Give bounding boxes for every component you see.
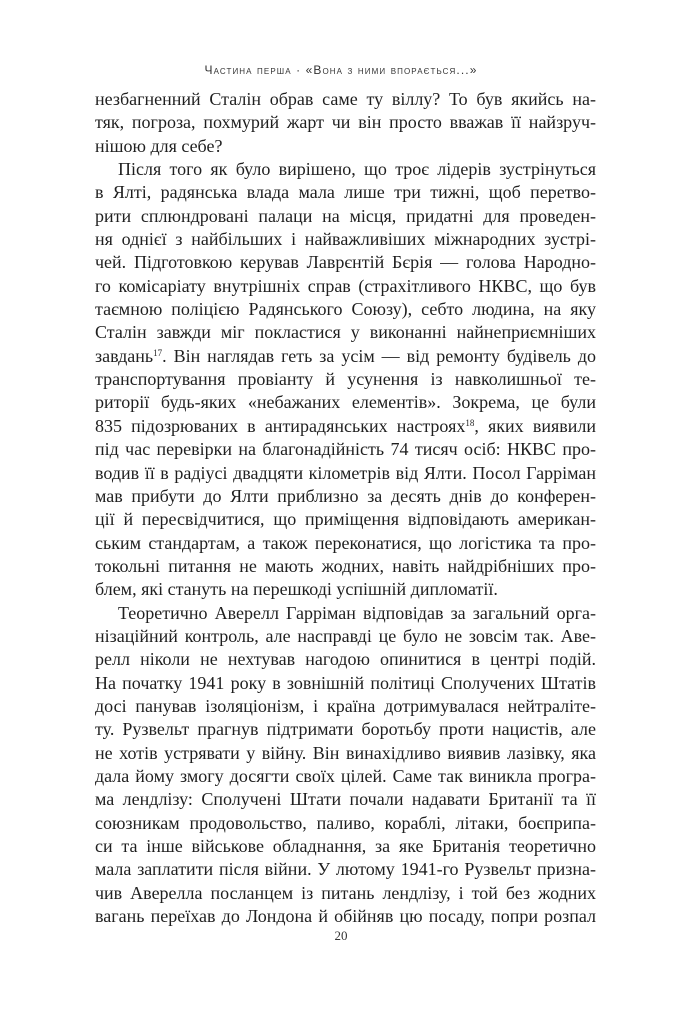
text-segment: блем, які стануть на перешкоді успішній дипломатії.	[95, 579, 498, 600]
page-number: 20	[334, 928, 348, 943]
text-line	[95, 508, 596, 531]
text-line	[95, 578, 596, 601]
text-segment: Теоретично Аверелл Гарріман відповідав за загальний орга-	[118, 602, 596, 623]
text-segment: завдань	[95, 345, 154, 366]
text-segment: ма лендлізу: Сполучені Штати почали надавати Британії та її	[95, 789, 596, 810]
footnote-ref: 18	[465, 417, 475, 428]
text-line	[95, 672, 596, 695]
text-line	[95, 462, 596, 485]
text-line	[95, 625, 596, 648]
text-segment: союзникам продовольство, паливо, кораблі, літаки, боєприпа-	[95, 812, 596, 833]
text-line	[95, 882, 596, 905]
text-segment: тяк, погроза, похмурий жарт чи він просто вважав її найзруч-	[95, 112, 596, 133]
text-line	[95, 648, 596, 671]
text-line	[95, 321, 596, 344]
text-segment: нізаційний контроль, але насправді це було не зовсім так. Аве-	[95, 625, 596, 646]
text-segment: го комісаріату внутрішніх справ (страхітливого НКВС, що був	[95, 275, 596, 296]
text-line	[95, 438, 596, 461]
text-segment: незбагненний Сталін обрав саме ту віллу? То був якийсь на-	[95, 89, 596, 109]
text-segment: ським стандартам, а також переконатися, що логістика та про-	[95, 532, 596, 553]
text-line	[95, 765, 596, 788]
text-segment: ції й пересвідчитися, що приміщення відповідають американ-	[95, 509, 596, 530]
text-segment: не хотів устрявати у війну. Він винахідливо виявив лазівку, яка	[95, 742, 596, 763]
text-segment: ня однієї з найбільших і найважливіших міжнародних зустрі-	[95, 229, 596, 250]
text-segment: мав прибути до Ялти приблизно за десять днів до конферен-	[95, 485, 596, 506]
text-line	[95, 415, 596, 438]
text-line	[95, 555, 596, 578]
text-segment: таємною поліцією Радянського Союзу), себто людина, на яку	[95, 299, 596, 320]
text-line	[95, 88, 596, 111]
text-segment: транспортування провіанту й усунення із навколишньої те-	[95, 369, 596, 390]
text-line	[95, 742, 596, 765]
text-segment: 835 підозрюваних в антирадянських настроях	[95, 415, 466, 436]
text-segment: в Ялті, радянська влада мала лише три тижні, щоб перетво-	[95, 182, 596, 203]
text-line	[95, 485, 596, 508]
text-segment: під час перевірки на благонадійність 74 тисяч осіб: НКВС про-	[95, 439, 596, 460]
paragraph	[95, 88, 596, 158]
body-text	[95, 88, 596, 928]
text-line	[95, 111, 596, 134]
text-segment: , яких виявили	[474, 415, 596, 436]
text-line	[95, 228, 596, 251]
paragraph	[95, 602, 596, 929]
text-segment: водив її в радіусі двадцяти кілометрів від Ялти. Посол Гарріман	[95, 462, 596, 483]
text-segment: нішою для себе?	[95, 135, 223, 156]
text-segment: . Він наглядав геть за усім — від ремонту будівель до	[162, 345, 596, 366]
text-line	[95, 788, 596, 811]
text-segment: Сталін завжди міг покластися у виконанні найнеприємніших	[95, 322, 596, 343]
text-line	[95, 602, 596, 625]
text-line	[95, 181, 596, 204]
text-line	[95, 135, 596, 158]
text-line	[95, 205, 596, 228]
text-segment: ту. Рузвельт прагнув підтримати боротьбу проти нацистів, але	[95, 719, 596, 740]
text-segment: дала йому змогу досягти своїх цілей. Саме так виникла програ-	[95, 765, 596, 786]
text-line	[95, 298, 596, 321]
text-segment: чив Аверелла посланцем із питань лендлізу, і той без жодних	[95, 882, 596, 903]
text-segment: токольні питання не мають жодних, навіть найдрібніших про-	[95, 555, 596, 576]
text-line	[95, 251, 596, 274]
text-line	[95, 391, 596, 414]
paragraph	[95, 158, 596, 602]
text-line	[95, 532, 596, 555]
text-line	[95, 695, 596, 718]
text-line	[95, 718, 596, 741]
text-line	[95, 812, 596, 835]
text-segment: досі панував ізоляціонізм, і країна дотримувалася нейтраліте-	[95, 695, 596, 716]
text-segment: На початку 1941 року в зовнішній політиці Сполучених Штатів	[95, 672, 596, 693]
text-segment: си та інше військове обладнання, за яке Британія теоретично	[95, 836, 596, 856]
text-line	[95, 345, 596, 368]
text-line	[95, 158, 596, 181]
running-header: Частина перша · «Вона з ними впорається...»	[204, 63, 478, 77]
text-segment: Після того як було вирішено, що троє лідерів зустрінуться	[118, 159, 596, 180]
text-segment: вагань переїхав до Лондона й обійняв цю посаду, попри розпал	[95, 906, 596, 927]
text-segment: рити сплюндровані палаци на місця, придатні для проведен-	[95, 205, 596, 226]
footnote-ref: 17	[153, 347, 163, 358]
text-segment: мала заплатити після війни. У лютому 1941-го Рузвельт призна-	[95, 859, 596, 880]
text-segment: релл ніколи не нехтував нагодою опинитися в центрі подій.	[95, 649, 596, 670]
text-line	[95, 835, 596, 858]
text-line	[95, 368, 596, 391]
text-line	[95, 858, 596, 881]
text-segment: риторії будь-яких «небажаних елементів». Зокрема, це були	[95, 392, 596, 413]
text-line	[95, 905, 596, 928]
text-line	[95, 275, 596, 298]
text-segment: чей. Підготовкою керував Лаврєнтій Бєрія — голова Народно-	[95, 252, 596, 273]
